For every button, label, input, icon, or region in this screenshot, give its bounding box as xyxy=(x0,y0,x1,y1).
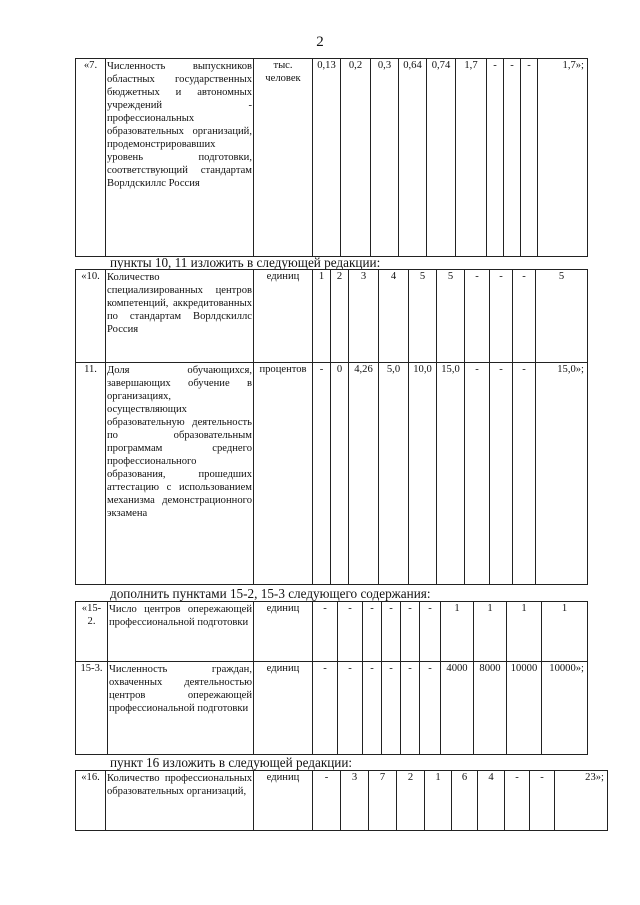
value-cell: 5 xyxy=(409,270,437,363)
row-number: 15-3. xyxy=(76,662,108,755)
value-cell: - xyxy=(420,602,441,662)
value-cell: - xyxy=(363,662,382,755)
value-cell: - xyxy=(505,771,530,831)
value-cell: - xyxy=(313,602,338,662)
value-cell: - xyxy=(530,771,555,831)
value-cell: 5 xyxy=(437,270,465,363)
value-cell: - xyxy=(313,662,338,755)
value-cell: 6 xyxy=(452,771,478,831)
value-cell: 4 xyxy=(478,771,505,831)
value-cell: - xyxy=(513,270,536,363)
value-cell: 23»; xyxy=(555,771,608,831)
value-cell: 1 xyxy=(542,602,588,662)
value-cell: 4,26 xyxy=(349,363,379,585)
value-cell: - xyxy=(338,662,363,755)
table-items-10-11 xyxy=(75,269,588,585)
value-cell: 5 xyxy=(536,270,588,363)
row-description: Численность граждан, охваченных деятельностью центров опережающей профессиональной подготовки xyxy=(108,662,254,755)
table-row xyxy=(76,363,588,585)
value-cell: 0,64 xyxy=(399,59,427,257)
value-cell: 1,7 xyxy=(456,59,487,257)
value-cell: 0,2 xyxy=(341,59,371,257)
row-unit: процентов xyxy=(254,363,313,585)
heading-item-16: пункт 16 изложить в следующей редакции: xyxy=(110,755,353,770)
value-cell: - xyxy=(521,59,538,257)
row-number: «10. xyxy=(76,270,106,363)
value-cell: 2 xyxy=(397,771,425,831)
row-unit: единиц xyxy=(254,602,313,662)
table-row xyxy=(76,59,588,257)
value-cell: - xyxy=(465,270,490,363)
value-cell: 3 xyxy=(349,270,379,363)
value-cell: 15,0»; xyxy=(536,363,588,585)
value-cell: - xyxy=(487,59,504,257)
table-row xyxy=(76,771,608,831)
table-items-15-2-15-3 xyxy=(75,601,588,755)
value-cell: 2 xyxy=(331,270,349,363)
value-cell: 15,0 xyxy=(437,363,465,585)
value-cell: - xyxy=(401,602,420,662)
row-number: «16. xyxy=(76,771,106,831)
value-cell: - xyxy=(504,59,521,257)
row-unit: единиц xyxy=(254,270,313,363)
value-cell: - xyxy=(401,662,420,755)
value-cell: - xyxy=(313,363,331,585)
row-number: 11. xyxy=(76,363,106,585)
value-cell: - xyxy=(363,602,382,662)
value-cell: 1,7»; xyxy=(538,59,588,257)
value-cell: 1 xyxy=(507,602,542,662)
value-cell: - xyxy=(513,363,536,585)
row-number: «15-2. xyxy=(76,602,108,662)
row-description: Количество профессиональных образовательных организаций, xyxy=(106,771,254,831)
heading-items-10-11: пункты 10, 11 изложить в следующей редакции: xyxy=(110,255,381,270)
row-unit: тыс. человек xyxy=(254,59,313,257)
row-description: Доля обучающихся, завершающих обучение в организациях, осуществляющих образовательную деятельность по образовательным программам среднего профессионального образования, прошедших аттестацию с использованием механизма демонстрационного экзамена xyxy=(106,363,254,585)
value-cell: 3 xyxy=(341,771,369,831)
value-cell: - xyxy=(420,662,441,755)
row-number: «7. xyxy=(76,59,106,257)
table-row xyxy=(76,270,588,363)
table-row xyxy=(76,602,588,662)
value-cell: - xyxy=(490,363,513,585)
value-cell: 10000 xyxy=(507,662,542,755)
value-cell: - xyxy=(338,602,363,662)
value-cell: 0,13 xyxy=(313,59,341,257)
value-cell: 1 xyxy=(474,602,507,662)
value-cell: 1 xyxy=(441,602,474,662)
value-cell: - xyxy=(382,662,401,755)
value-cell: 1 xyxy=(313,270,331,363)
table-item-16 xyxy=(75,770,608,831)
value-cell: - xyxy=(490,270,513,363)
value-cell: - xyxy=(465,363,490,585)
table-row xyxy=(76,662,588,755)
row-description: Количество специализированных центров компетенций, аккредитованных по стандартам Ворлдскиллс Россия xyxy=(106,270,254,363)
value-cell: 10,0 xyxy=(409,363,437,585)
heading-items-15-2-15-3: дополнить пунктами 15-2, 15-3 следующего содержания: xyxy=(110,586,431,601)
value-cell: 0,74 xyxy=(427,59,456,257)
value-cell: - xyxy=(382,602,401,662)
value-cell: 8000 xyxy=(474,662,507,755)
value-cell: 4 xyxy=(379,270,409,363)
value-cell: - xyxy=(313,771,341,831)
value-cell: 0 xyxy=(331,363,349,585)
value-cell: 1 xyxy=(425,771,452,831)
value-cell: 4000 xyxy=(441,662,474,755)
value-cell: 7 xyxy=(369,771,397,831)
row-unit: единиц xyxy=(254,771,313,831)
row-description: Число центров опережающей профессиональной подготовки xyxy=(108,602,254,662)
value-cell: 10000»; xyxy=(542,662,588,755)
table-item-7 xyxy=(75,58,588,257)
value-cell: 0,3 xyxy=(371,59,399,257)
page-number: 2 xyxy=(316,34,324,50)
value-cell: 5,0 xyxy=(379,363,409,585)
row-description: Численность выпускников областных государственных бюджетных и автономных учреждений - профессиональных образовательных организаций, продемонстрировавших уровень подготовки, соответствующий стандартам Ворлдскиллс Россия xyxy=(106,59,254,257)
row-unit: единиц xyxy=(254,662,313,755)
